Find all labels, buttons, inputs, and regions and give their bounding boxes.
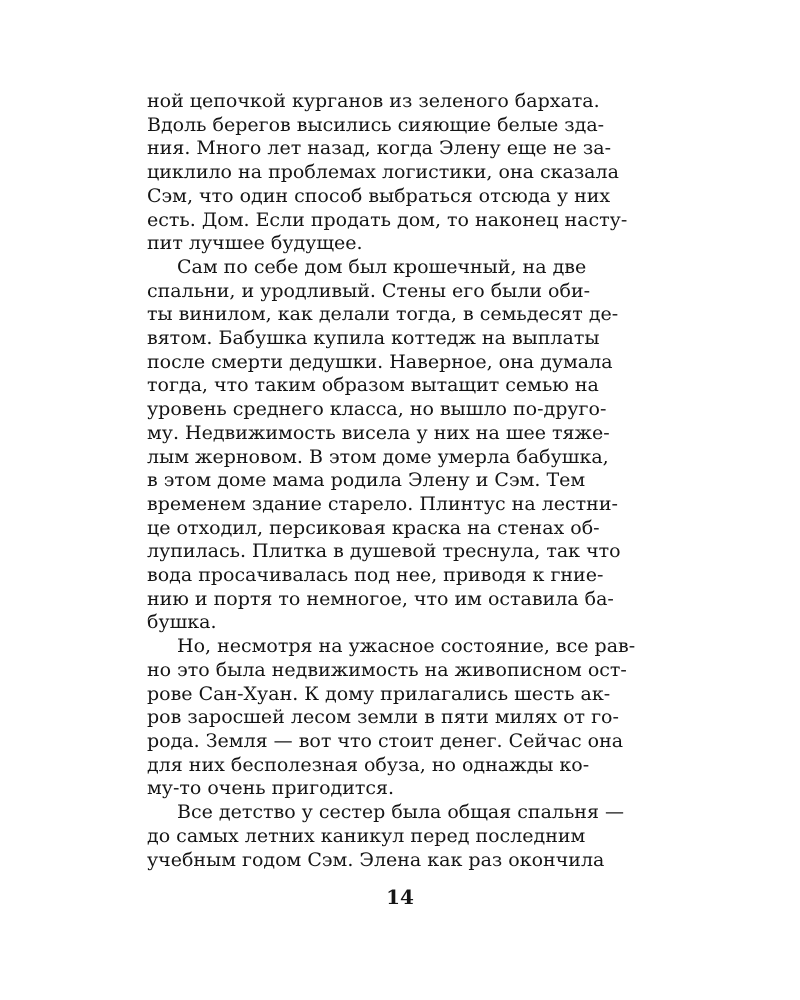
text-line: вятом. Бабушка купила коттедж на выплаты bbox=[147, 327, 600, 350]
text-line: му. Недвижимость висела у них на шее тяже- bbox=[147, 421, 610, 444]
paragraph-start-line: Все детство у сестер была общая спальня — bbox=[177, 801, 625, 824]
text-line: ния. Много лет назад, когда Элену еще не за- bbox=[147, 137, 612, 160]
text-line: пит лучшее будущее. bbox=[147, 232, 363, 255]
text-line: для них бесполезная обуза, но однажды ко- bbox=[147, 753, 590, 776]
text-line: Сэм, что один способ выбраться отсюда у них bbox=[147, 184, 611, 207]
page-number: 14 bbox=[386, 885, 414, 909]
text-line: есть. Дом. Если продать дом, то наконец насту- bbox=[147, 208, 628, 231]
text-line: ной цепочкой курганов из зеленого бархата. bbox=[147, 90, 600, 112]
text-line: лупилась. Плитка в душевой треснула, так что bbox=[147, 540, 621, 563]
body-text bbox=[147, 90, 685, 872]
text-line: рове Сан-Хуан. К дому прилагались шесть ак- bbox=[147, 682, 611, 705]
text-line: ты винилом, как делали тогда, в семьдесят де- bbox=[147, 303, 619, 326]
text-line: тогда, что таким образом вытащит семью на bbox=[147, 374, 599, 397]
text-line: временем здание старело. Плинтус на лестни- bbox=[147, 492, 618, 515]
text-line: до самых летних каникул перед последним bbox=[147, 824, 586, 847]
text-line: ров заросшей лесом земли в пяти милях от го- bbox=[147, 706, 619, 729]
text-line: но это была недвижимость на живописном ост- bbox=[147, 658, 627, 681]
text-line: спальни, и уродливый. Стены его были оби- bbox=[147, 279, 591, 302]
text-line: це отходил, персиковая краска на стенах об- bbox=[147, 516, 600, 539]
paragraph-start-line: Но, несмотря на ужасное состояние, все рав- bbox=[177, 635, 636, 658]
text-line: лым жерновом. В этом доме умерла бабушка, bbox=[147, 445, 609, 468]
text-line: Вдоль берегов высились сияющие белые зда- bbox=[147, 113, 605, 136]
text-line: бушка. bbox=[147, 611, 217, 634]
text-line: в этом доме мама родила Элену и Сэм. Тем bbox=[147, 469, 586, 492]
text-line: рода. Земля — вот что стоит денег. Сейчас она bbox=[147, 729, 624, 752]
text-line: нию и портя то немногое, что им оставила ба- bbox=[147, 587, 614, 610]
text-line: циклило на проблемах логистики, она сказала bbox=[147, 161, 619, 184]
text-line: учебным годом Сэм. Элена как раз окончила bbox=[147, 848, 605, 871]
paragraph-start-line: Сам по себе дом был крошечный, на две bbox=[177, 255, 587, 278]
text-line: уровень среднего класса, но вышло по-друго- bbox=[147, 398, 607, 421]
text-line: вода просачивалась под нее, приводя к гние- bbox=[147, 564, 604, 587]
text-line: после смерти дедушки. Наверное, она думала bbox=[147, 350, 613, 373]
text-line: му-то очень пригодится. bbox=[147, 777, 395, 800]
